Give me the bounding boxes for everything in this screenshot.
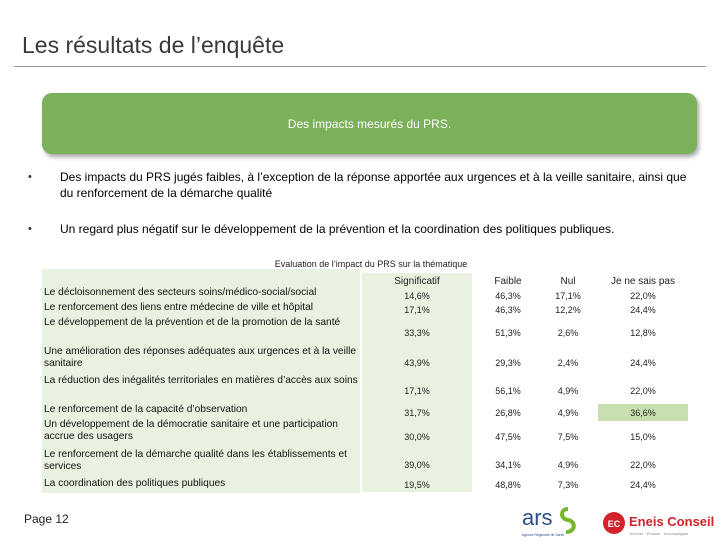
table-cell: 51,3% <box>495 328 521 338</box>
table-cell: 46,3% <box>495 305 521 315</box>
row-label: Une amélioration des réponses adéquates aux urgences et à la veille sanitaire <box>42 346 360 375</box>
table-cell: 4,9% <box>557 460 579 470</box>
table-row <box>42 302 690 318</box>
ars-logo-s-mark <box>562 509 574 532</box>
table-cell: 19,5% <box>362 478 472 492</box>
page-number: Page 12 <box>24 512 69 526</box>
table-cell: 39,0% <box>362 452 472 478</box>
table-row <box>42 289 690 302</box>
table-cell: 36,6% <box>598 404 688 421</box>
table-cell: 30,0% <box>362 421 472 452</box>
table-cell: 46,3% <box>495 290 521 301</box>
table-cell: 2,4% <box>557 358 579 368</box>
column-header: Je ne sais pas <box>611 276 675 287</box>
table-cell: 22,0% <box>630 386 656 396</box>
row-label: Le renforcement des liens entre médecine de ville et hôpital <box>42 302 360 317</box>
table-cell: 33,3% <box>362 318 472 348</box>
table-cell: 31,7% <box>362 404 472 421</box>
ars-logo <box>520 505 582 539</box>
table-cell: 14,6% <box>362 289 472 302</box>
banner-text: Des impacts mesurés du PRS. <box>287 116 452 131</box>
table-caption: Evaluation de l’impact du PRS sur la thématique <box>274 259 468 269</box>
bullet-text: Un regard plus négatif sur le développement de la prévention et la coordination des politiques publiques. <box>60 222 615 236</box>
table-cell: 56,1% <box>495 386 521 396</box>
table-cell: 2,6% <box>557 328 579 338</box>
table-cell: 15,0% <box>630 431 656 442</box>
eneis-logo-subtitle: Innover · Évoluer · Accompagner <box>630 531 689 536</box>
table-cell: 48,8% <box>495 480 521 490</box>
eneis-logo-text: Eneis Conseil <box>629 514 714 529</box>
table-row <box>42 375 690 404</box>
table-cell: 26,8% <box>495 407 521 418</box>
table-cell: 4,9% <box>557 386 579 396</box>
table-row <box>42 421 690 452</box>
table-cell: 7,3% <box>557 480 579 490</box>
bullet-marker: • <box>28 171 32 183</box>
row-label: La réduction des inégalités territoriales en matières d’accès aux soins <box>42 375 360 404</box>
row-label: Le développement de la prévention et de la promotion de la santé <box>42 317 360 346</box>
table-cell: 22,0% <box>630 290 656 301</box>
table-cell: 4,9% <box>557 407 579 418</box>
row-label: Le renforcement de la démarche qualité dans les établissements et services <box>42 449 360 478</box>
table-cell: 43,9% <box>362 348 472 378</box>
row-label: La coordination des politiques publiques <box>42 478 360 493</box>
eneis-conseil-logo <box>602 510 714 538</box>
table-cell: 12,2% <box>555 305 581 315</box>
table-cell: 24,4% <box>630 358 656 368</box>
column-header: Nul <box>560 276 576 287</box>
table-cell: 17,1% <box>362 302 472 318</box>
table-row <box>42 449 690 478</box>
table-row <box>42 478 690 492</box>
table-cell: 34,1% <box>495 460 521 470</box>
table-cell: 22,0% <box>630 460 656 470</box>
bullet-text: Des impacts du PRS jugés faibles, à l’exception de la réponse apportée aux urgences et à la veille sanitaire, ainsi que du renforcement de la démarche qualité <box>60 170 687 200</box>
table-cell: 24,4% <box>630 305 656 315</box>
table-row <box>42 348 690 378</box>
table-cell: 24,4% <box>630 480 656 490</box>
column-header: Significatif <box>362 273 472 290</box>
label-column-header-band <box>42 269 360 288</box>
table-cell: 7,5% <box>557 431 579 442</box>
title-divider <box>14 66 706 67</box>
table-row <box>42 318 690 348</box>
ars-logo-text: ars <box>522 505 553 530</box>
row-label: Le renforcement de la capacité d’observation <box>42 404 360 419</box>
table-cell: 17,1% <box>555 290 581 301</box>
eneis-badge-text: EC <box>607 519 621 529</box>
column-header: Faible <box>494 276 522 287</box>
table-cell: 29,3% <box>495 358 521 368</box>
table-cell: 12,8% <box>630 328 656 338</box>
page-title: Les résultats de l’enquête <box>22 32 285 58</box>
bullet-marker: • <box>28 223 32 235</box>
ars-logo-subtitle: Agence Régionale de Santé <box>522 533 565 537</box>
row-label: Le décloisonnement des secteurs soins/médico-social/social <box>42 287 360 302</box>
table-cell: 17,1% <box>362 378 472 404</box>
row-label: Un développement de la démocratie sanitaire et une participation accrue des usagers <box>42 419 360 449</box>
table-cell: 47,5% <box>495 431 521 442</box>
impacts-banner <box>42 93 697 154</box>
